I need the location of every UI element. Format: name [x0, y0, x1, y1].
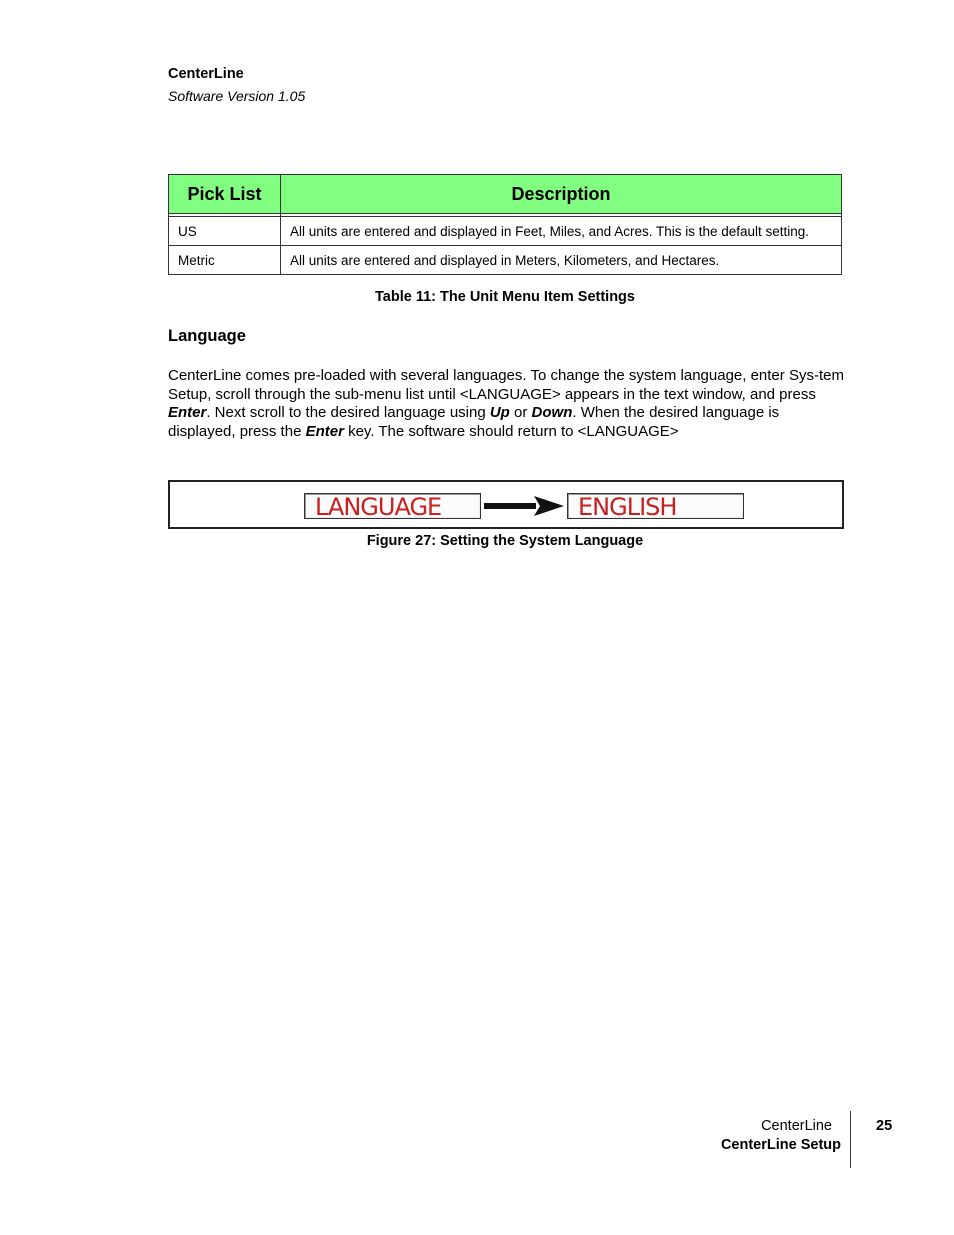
header-pick-list: Pick List — [169, 175, 281, 214]
figure-caption: Figure 27: Setting the System Language — [366, 533, 644, 549]
paragraph-text: or — [509, 404, 532, 421]
language-paragraph — [168, 367, 844, 441]
table-header-row — [169, 175, 842, 214]
footer-section: CenterLine Setup — [720, 1137, 841, 1153]
paragraph-text: . Next scroll to the desired language using — [206, 404, 490, 421]
language-figure — [168, 480, 844, 529]
pick-cell: Metric — [169, 246, 281, 275]
paragraph-text: . When the desired language is displayed, press the — [168, 404, 780, 440]
pick-cell: US — [169, 217, 281, 246]
keyword-enter: Enter — [168, 404, 207, 421]
description-cell: All units are entered and displayed in Meters, Kilometers, and Hectares. — [281, 246, 842, 275]
header-description: Description — [281, 175, 842, 214]
paragraph-text: key. The software should return to <LANGUAGE> — [343, 422, 679, 440]
footer-divider — [850, 1111, 851, 1168]
page-number: 25 — [876, 1118, 893, 1134]
display-english: ENGLISH — [567, 493, 744, 519]
table-row — [169, 246, 842, 275]
footer-product: CenterLine — [761, 1118, 832, 1134]
section-heading: Language — [168, 327, 246, 345]
description-cell: All units are entered and displayed in Feet, Miles, and Acres. This is the default setting. — [281, 217, 842, 246]
keyword-up: Up — [489, 404, 510, 421]
unit-settings-table — [168, 174, 842, 275]
table-row — [169, 217, 842, 246]
header-version: Software Version 1.05 — [168, 88, 306, 104]
paragraph-text: CenterLine comes pre-loaded with several languages. To change the system language, enter Sys-tem Setup, scroll through the sub-menu list until <LANGUAGE> appears in the text window, and press — [168, 367, 844, 403]
keyword-down: Down — [531, 404, 573, 421]
arrow-right-icon — [484, 495, 564, 517]
header-product: CenterLine — [168, 66, 244, 82]
table-caption: Table 11: The Unit Menu Item Settings — [375, 289, 635, 305]
keyword-enter: Enter — [305, 422, 344, 440]
display-language: LANGUAGE — [304, 493, 481, 519]
